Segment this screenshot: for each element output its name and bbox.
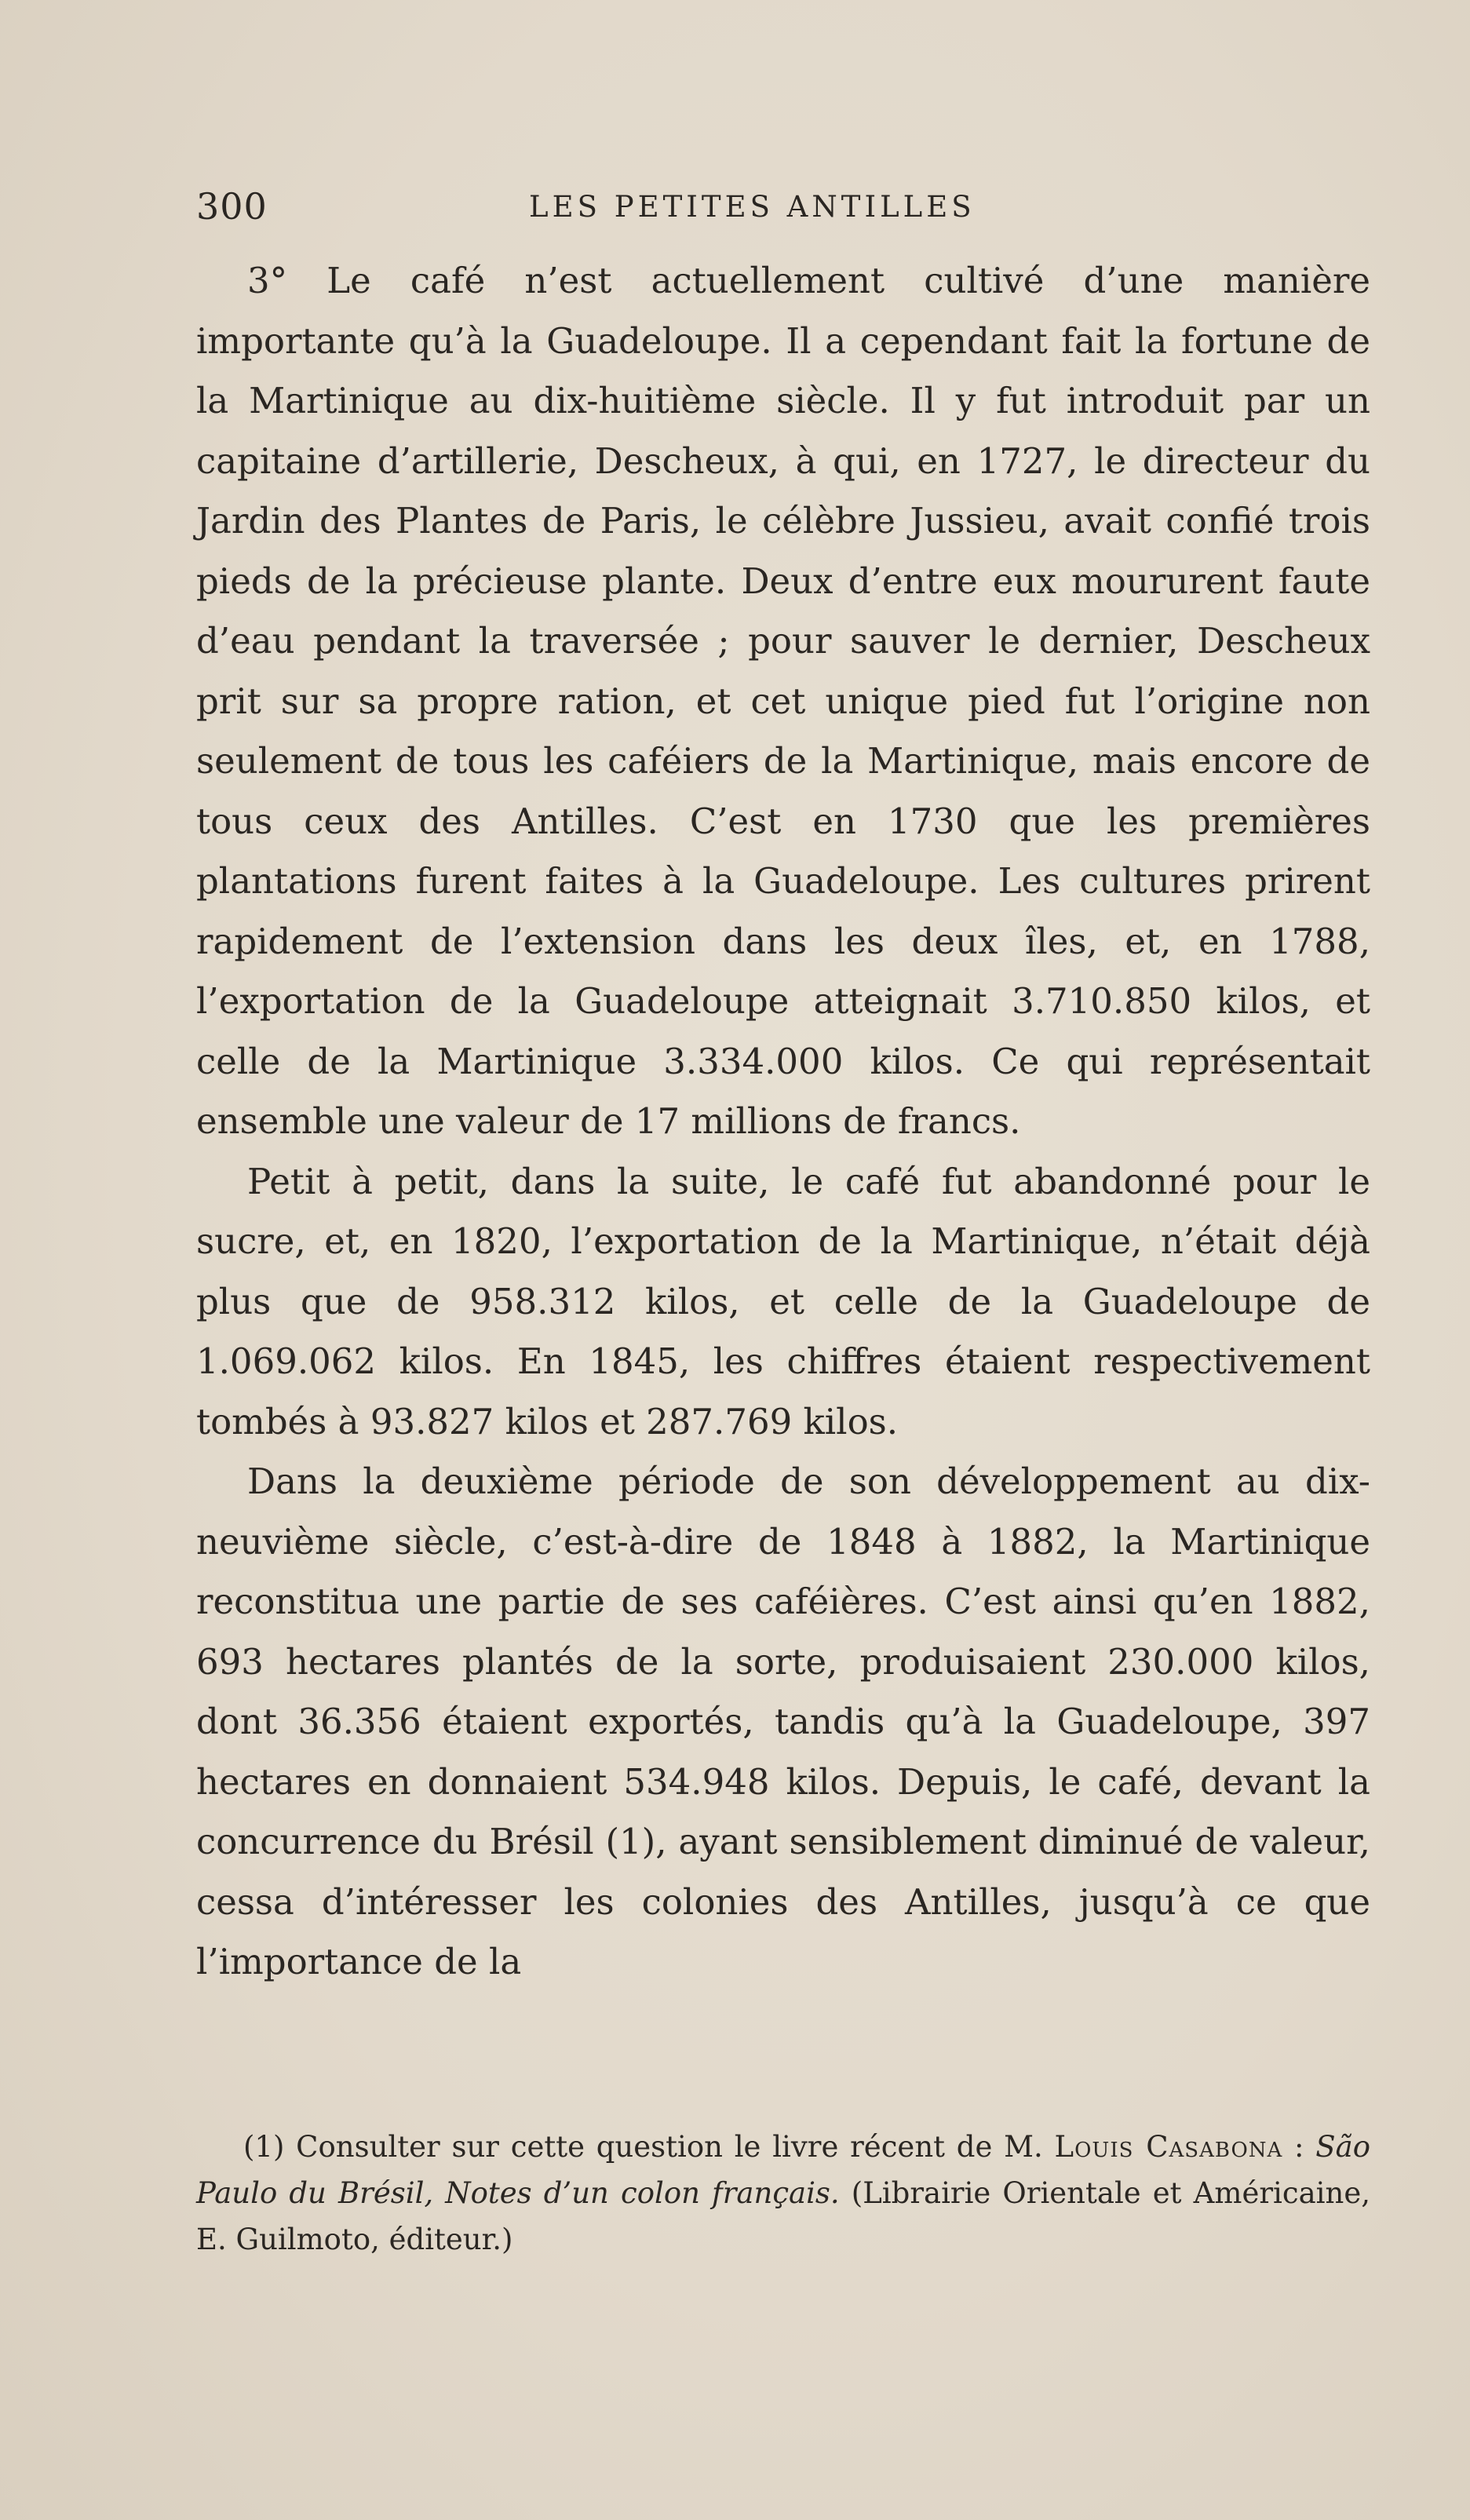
footnote-author: Louis Casabona — [1054, 2130, 1283, 2164]
page-header — [196, 185, 1373, 232]
footnotes — [196, 2124, 1370, 2263]
paragraph-cafe-decline: Petit à petit, dans la suite, le café fut abandonné pour le sucre, et, en 1820, l’exportation de la Martinique, n’était déjà plus que de 958.312 kilos, et celle de la Guadeloupe de 1.069.062 kilos. En 1845, les chiffres étaient respectivement tombés à 93.827 kilos et 287.769 kilos. — [196, 1160, 1370, 1442]
page-number: 300 — [196, 185, 268, 228]
running-title: LES PETITES ANTILLES — [529, 190, 976, 224]
footnote-title: São Paulo du Brésil, Notes d’un colon français. — [196, 2130, 1370, 2210]
body-text — [196, 251, 1370, 1993]
footnote-publisher: (Librairie Orientale et Américaine, E. Guilmoto, éditeur.) — [196, 2176, 1370, 2256]
paragraph-cafe-history: 3° Le café n’est actuellement cultivé d’une manière importante qu’à la Guadeloupe. Il a cependant fait la fortune de la Martinique au dix-huitième siècle. Il y fut introduit par un capitaine d’artillerie, Descheux, à qui, en 1727, le directeur du Jardin des Plantes de Paris, le célèbre Jussieu, avait confié trois pieds de la précieuse plante. Deux d’entre eux moururent faute d’eau pendant la traversée ; pour sauver le dernier, Descheux prit sur sa propre ration, et cet unique pied fut l’origine non seulement de tous les caféiers de la Martinique, mais encore de tous ceux des Antilles. C’est en 1730 que les premières plantations furent faites à la Guadeloupe. Les cultures prirent rapidement de l’extension dans les deux îles, et, en 1788, l’exportation de la Guadeloupe atteignait 3.710.850 kilos, et celle de la Martinique 3.334.000 kilos. Ce qui représentait ensemble une valeur de 17 millions de francs. — [196, 260, 1370, 1142]
footnote-1 — [196, 2124, 1370, 2263]
paragraph-cafe-second-period: Dans la deuxième période de son développement au dix-neuvième siècle, c’est-à-dire de 1848 à 1882, la Martinique reconstitua une partie de ses caféières. C’est ainsi qu’en 1882, 693 hectares plantés de la sorte, produisaient 230.000 kilos, dont 36.356 étaient exportés, tandis qu’à la Guadeloupe, 397 hectares en donnaient 534.948 kilos. Depuis, le café, devant la concurrence du Brésil (1), ayant sensiblement diminué de valeur, cessa d’intéresser les colonies des Antilles, jusqu’à ce que l’importance de la — [196, 1461, 1370, 1982]
footnote-prefix: (1) Consulter sur cette question le livre récent de M. — [243, 2130, 1055, 2164]
footnote-separator: : — [1282, 2130, 1316, 2164]
